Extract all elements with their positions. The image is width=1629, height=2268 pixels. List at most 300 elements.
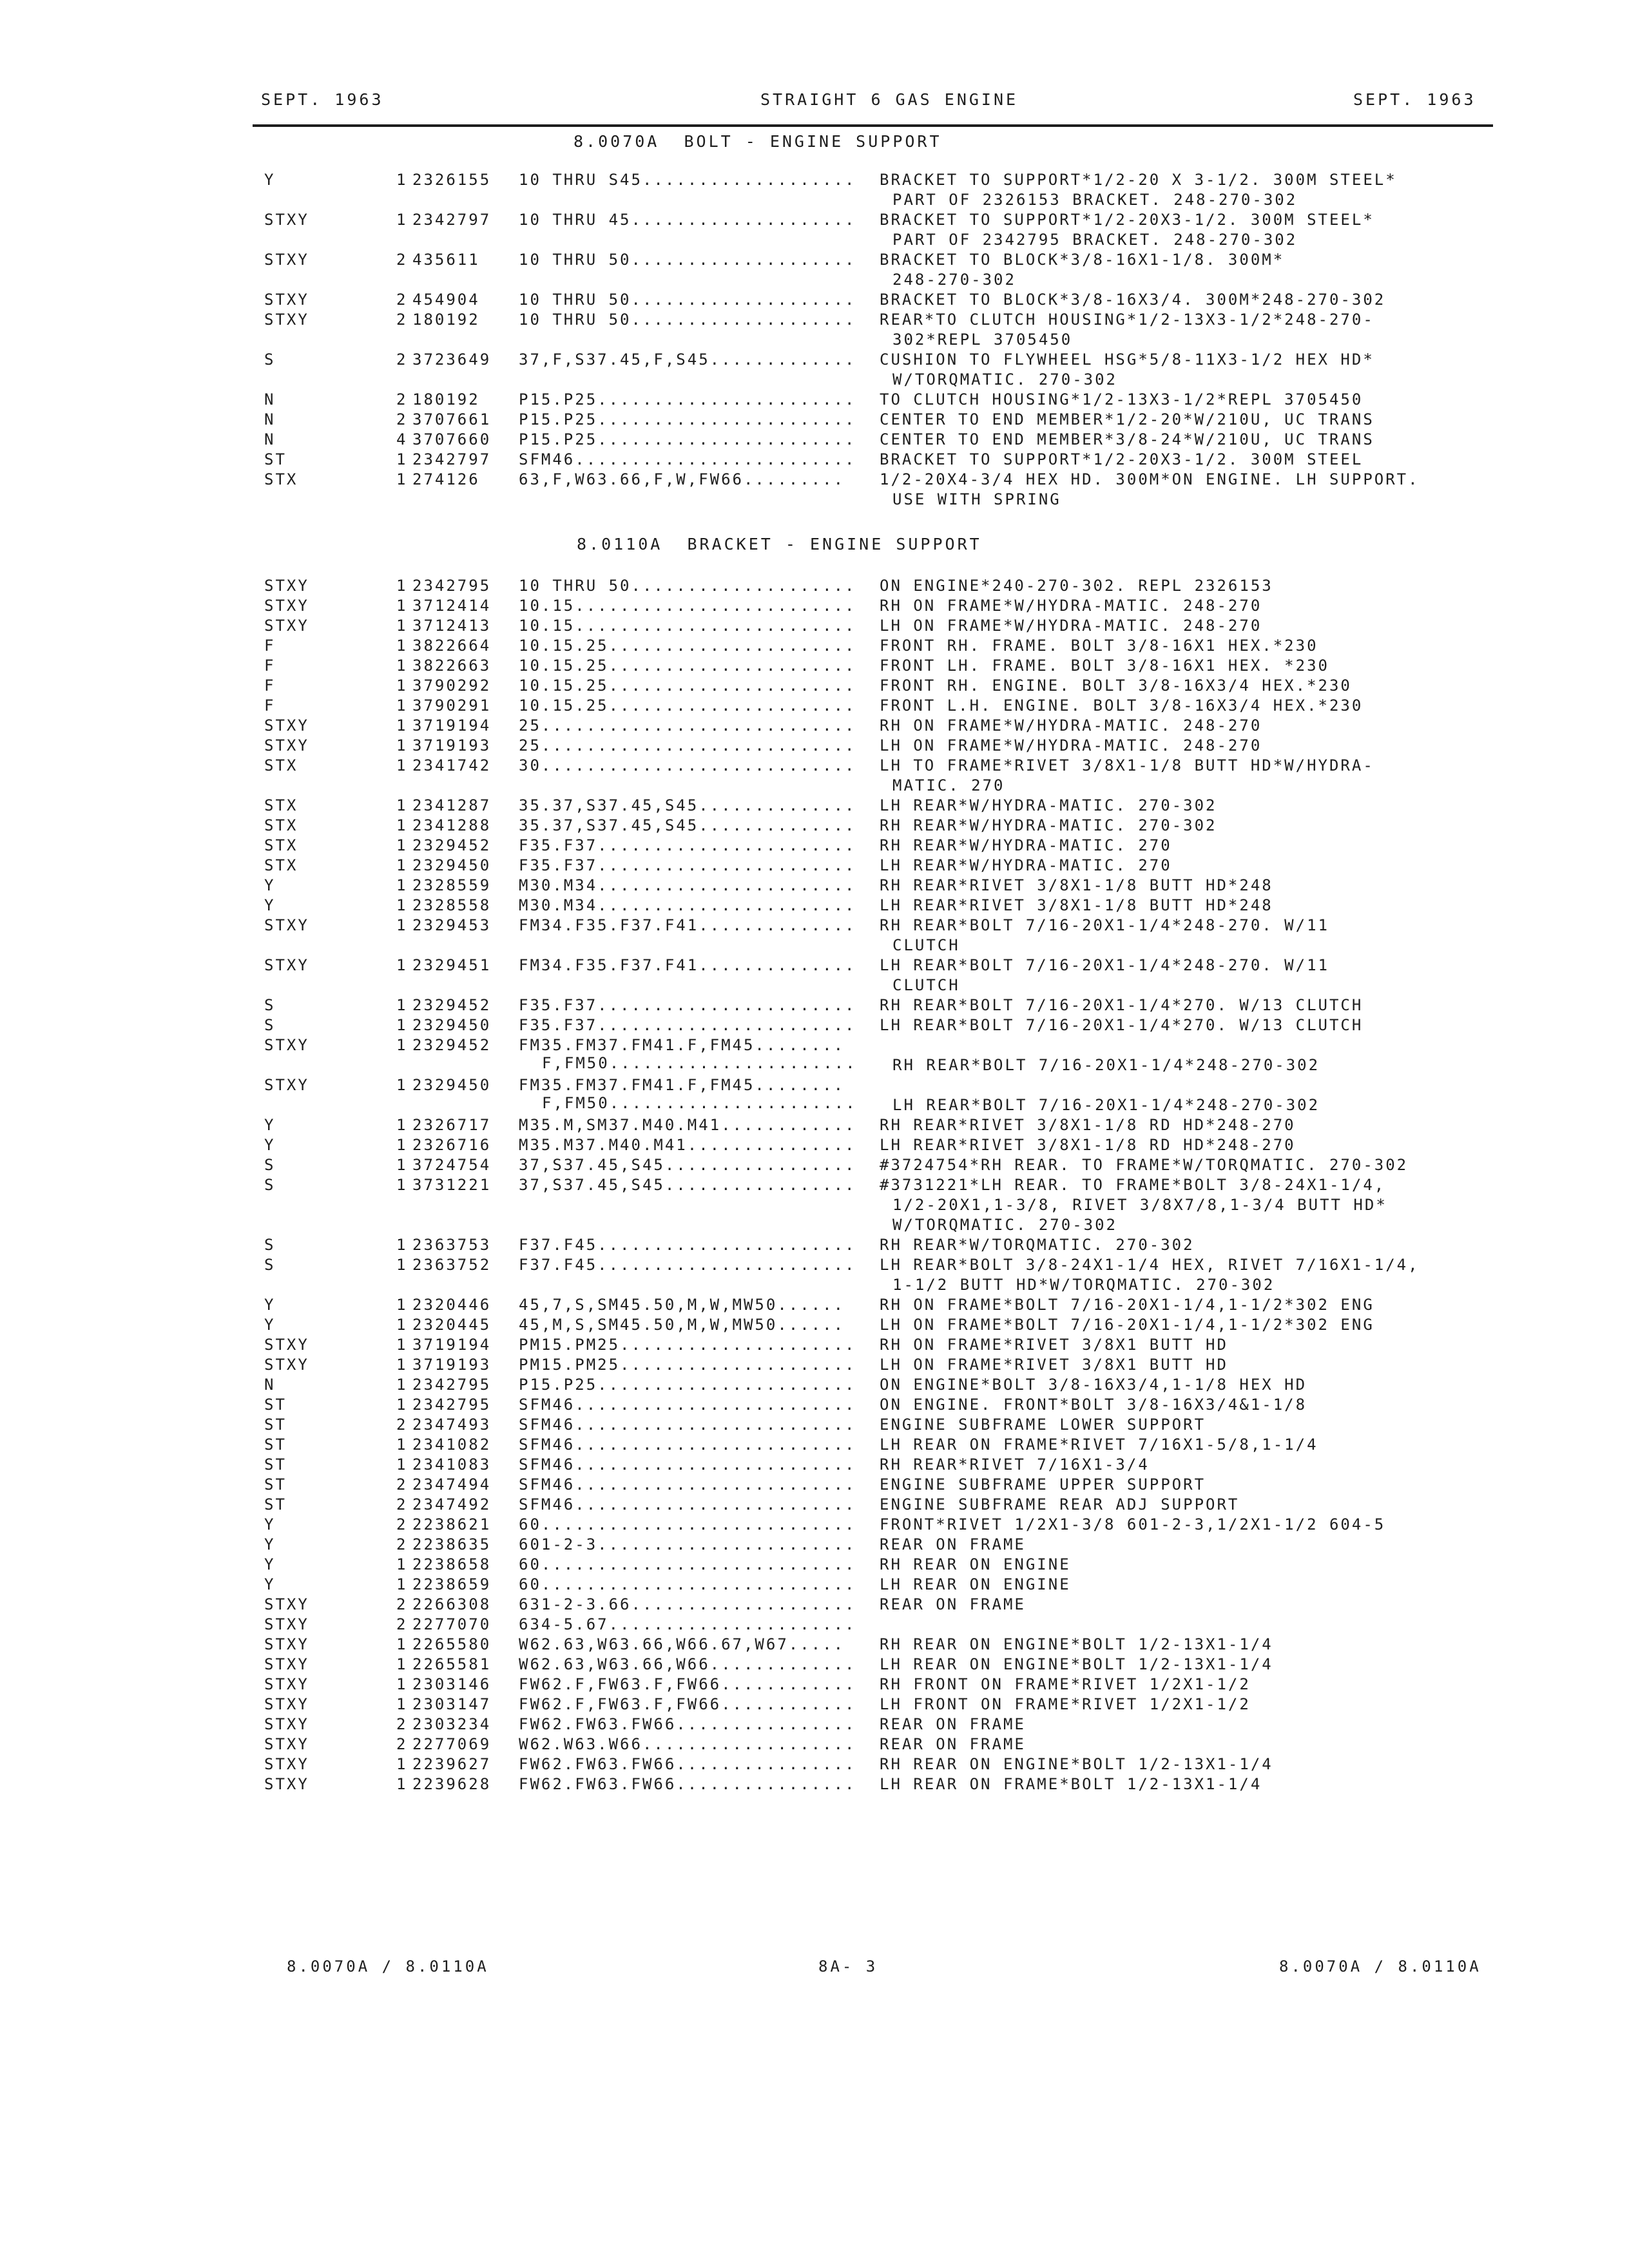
description-cell <box>880 430 1374 450</box>
model-code: S <box>264 351 276 369</box>
description-line: CUSHION TO FLYWHEEL HSG*5/8-11X3-1/2 HEX HD* <box>880 351 1374 369</box>
description-cell <box>880 1535 1026 1555</box>
part-row <box>0 470 1629 510</box>
description-line: ENGINE SUBFRAME LOWER SUPPORT <box>880 1416 1206 1434</box>
model-code: S <box>264 1156 276 1174</box>
description-line: LH REAR*W/HYDRA-MATIC. 270-302 <box>880 796 1217 814</box>
application-cell <box>519 1356 856 1374</box>
part-number: 2329452 <box>412 1036 492 1054</box>
application-cell <box>519 1316 845 1334</box>
description-line: LH FRONT ON FRAME*RIVET 1/2X1-1/2 <box>880 1695 1251 1713</box>
part-row <box>0 1376 1629 1396</box>
part-number: 2265581 <box>412 1655 492 1673</box>
description-cell <box>880 470 1420 510</box>
description-cell <box>880 390 1363 410</box>
description-cell <box>880 1236 1195 1256</box>
part-row <box>0 876 1629 896</box>
model-code: STXY <box>264 597 309 615</box>
model-code: N <box>264 410 276 428</box>
application-cell <box>519 1296 845 1314</box>
part-row <box>0 1535 1629 1555</box>
application-cell <box>519 1595 856 1613</box>
part-row <box>0 1635 1629 1655</box>
description-line: RH REAR ON ENGINE*BOLT 1/2-13X1-1/4 <box>880 1635 1273 1653</box>
model-code: STX <box>264 856 298 874</box>
application-models: 10.15.25...................... <box>519 637 856 655</box>
part-number: 2328559 <box>412 876 492 894</box>
description-cell <box>880 816 1217 836</box>
application-models: 10.15.25...................... <box>519 697 856 715</box>
application-models: 10.15.25...................... <box>519 657 856 675</box>
quantity: 1 <box>396 856 408 874</box>
quantity: 1 <box>396 1755 408 1773</box>
quantity: 2 <box>396 311 408 329</box>
application-models: SFM46......................... <box>519 1456 856 1474</box>
application-models: SFM46......................... <box>519 1436 856 1454</box>
application-models: 60............................ <box>519 1555 856 1573</box>
application-cell <box>519 1535 856 1553</box>
description-line: LH REAR*RIVET 3/8X1-1/8 RD HD*248-270 <box>880 1136 1296 1154</box>
model-code: S <box>264 1256 276 1274</box>
part-row <box>0 1396 1629 1416</box>
part-number: 2320446 <box>412 1296 492 1314</box>
quantity: 1 <box>396 1316 408 1334</box>
part-number: 3707661 <box>412 410 492 428</box>
model-code: STXY <box>264 617 309 635</box>
model-code: ST <box>264 1456 287 1474</box>
part-number: 180192 <box>412 390 480 408</box>
description-line: FRONT*RIVET 1/2X1-3/8 601-2-3,1/2X1-1/2 604-5 <box>880 1515 1386 1533</box>
part-row <box>0 171 1629 211</box>
part-number: 2329451 <box>412 956 492 974</box>
model-code: STXY <box>264 956 309 974</box>
part-number: 2303146 <box>412 1675 492 1693</box>
application-cell <box>519 1456 856 1474</box>
description-line: ON ENGINE*BOLT 3/8-16X3/4,1-1/8 HEX HD <box>880 1376 1307 1394</box>
part-number: 2341287 <box>412 796 492 814</box>
description-cell <box>880 697 1363 716</box>
description-cell <box>880 1316 1374 1336</box>
quantity: 1 <box>396 756 408 774</box>
quantity: 1 <box>396 1376 408 1394</box>
description-line: ENGINE SUBFRAME UPPER SUPPORT <box>880 1475 1206 1494</box>
description-cell <box>880 1296 1374 1316</box>
model-code: ST <box>264 1475 287 1494</box>
part-number: 3822663 <box>412 657 492 675</box>
quantity: 2 <box>396 1735 408 1753</box>
description-cell <box>880 1396 1307 1416</box>
part-number: 2347492 <box>412 1495 492 1514</box>
part-row <box>0 1675 1629 1695</box>
description-line: PART OF 2326153 BRACKET. 248-270-302 <box>892 191 1298 209</box>
part-row <box>0 1475 1629 1495</box>
quantity: 1 <box>396 1675 408 1693</box>
part-row <box>0 1356 1629 1376</box>
application-cell <box>519 1236 856 1254</box>
quantity: 1 <box>396 1236 408 1254</box>
application-cell <box>519 1436 856 1454</box>
part-row <box>0 716 1629 736</box>
description-line: RH FRONT ON FRAME*RIVET 1/2X1-1/2 <box>880 1675 1251 1693</box>
description-line: ON ENGINE. FRONT*BOLT 3/8-16X3/4&1-1/8 <box>880 1396 1307 1414</box>
model-code: STX <box>264 836 298 854</box>
description-cell <box>880 796 1217 816</box>
application-models: 45,M,S,SM45.50,M,W,MW50...... <box>519 1316 845 1334</box>
application-cell <box>519 390 856 408</box>
description-cell <box>880 736 1262 756</box>
part-row <box>0 410 1629 430</box>
application-models: 60............................ <box>519 1515 856 1533</box>
application-models: SFM46......................... <box>519 1416 856 1434</box>
part-row <box>0 351 1629 390</box>
model-code: S <box>264 1236 276 1254</box>
application-models: 10 THRU S45................... <box>519 171 856 189</box>
part-row <box>0 1515 1629 1535</box>
description-line: LH REAR*BOLT 7/16-20X1-1/4*270. W/13 CLUTCH <box>880 1016 1364 1034</box>
model-code: S <box>264 1176 276 1194</box>
description-line: W/TORQMATIC. 270-302 <box>892 1216 1117 1234</box>
part-row <box>0 291 1629 311</box>
description-cell <box>880 856 1172 876</box>
model-code: Y <box>264 1535 276 1553</box>
model-code: Y <box>264 1316 276 1334</box>
part-number: 2238621 <box>412 1515 492 1533</box>
part-number: 2329452 <box>412 836 492 854</box>
description-line: 302*REPL 3705450 <box>892 331 1073 349</box>
quantity: 1 <box>396 716 408 735</box>
part-number: 2342795 <box>412 1396 492 1414</box>
model-code: STXY <box>264 736 309 754</box>
description-cell <box>880 756 1374 796</box>
description-cell <box>880 1356 1228 1376</box>
model-code: F <box>264 657 276 675</box>
part-number: 2329450 <box>412 1016 492 1034</box>
description-cell <box>880 1635 1273 1655</box>
model-code: STXY <box>264 1775 309 1793</box>
model-code: Y <box>264 1296 276 1314</box>
application-cell <box>519 677 856 695</box>
description-line: LH REAR ON ENGINE <box>880 1575 1071 1593</box>
application-cell <box>519 796 856 814</box>
part-number: 2341083 <box>412 1456 492 1474</box>
application-cell <box>519 657 856 675</box>
application-cell <box>519 1256 856 1274</box>
quantity: 1 <box>396 450 408 468</box>
description-cell <box>880 1036 1320 1076</box>
header-rule <box>253 124 1493 127</box>
part-number: 2342795 <box>412 1376 492 1394</box>
application-models: 45,7,S,SM45.50,M,W,MW50...... <box>519 1296 845 1314</box>
part-number: 2266308 <box>412 1595 492 1613</box>
application-models: M35.M37.M40.M41............... <box>519 1136 856 1154</box>
application-cell <box>519 1755 856 1773</box>
application-cell <box>519 1336 856 1354</box>
model-code: S <box>264 996 276 1014</box>
application-models: 10 THRU 45.................... <box>519 211 856 229</box>
model-code: STXY <box>264 291 309 309</box>
description-line: BRACKET TO SUPPORT*1/2-20X3-1/2. 300M STEEL <box>880 450 1364 468</box>
application-models: FW62.F,FW63.F,FW66............ <box>519 1695 856 1713</box>
part-row <box>0 1076 1629 1116</box>
application-models: 35.37,S37.45,S45.............. <box>519 796 856 814</box>
part-row <box>0 1695 1629 1715</box>
description-line: CENTER TO END MEMBER*3/8-24*W/210U, UC TRANS <box>880 430 1374 448</box>
application-models: W62.W63.W66................... <box>519 1735 856 1753</box>
part-row <box>0 390 1629 410</box>
description-line: REAR ON FRAME <box>880 1595 1026 1613</box>
application-models: 37,S37.45,S45................. <box>519 1176 856 1194</box>
part-row <box>0 1615 1629 1635</box>
quantity: 4 <box>396 430 408 448</box>
part-row <box>0 1555 1629 1575</box>
description-line: CLUTCH <box>892 936 960 954</box>
section-rows-bolt <box>0 171 1629 510</box>
quantity: 2 <box>396 291 408 309</box>
description-cell <box>880 1715 1026 1735</box>
part-row <box>0 756 1629 796</box>
application-cell <box>519 956 856 974</box>
description-line: BRACKET TO SUPPORT*1/2-20 X 3-1/2. 300M STEEL* <box>880 171 1397 189</box>
quantity: 1 <box>396 637 408 655</box>
part-row <box>0 956 1629 996</box>
application-models: SFM46......................... <box>519 1495 856 1514</box>
quantity: 1 <box>396 956 408 974</box>
description-line: RH REAR*W/HYDRA-MATIC. 270 <box>880 836 1172 854</box>
application-models: W62.63,W63.66,W66............. <box>519 1655 856 1673</box>
part-row <box>0 816 1629 836</box>
part-number: 2238635 <box>412 1535 492 1553</box>
part-number: 2238658 <box>412 1555 492 1573</box>
description-cell <box>880 1076 1320 1116</box>
description-cell <box>880 1755 1273 1775</box>
part-number: 2303234 <box>412 1715 492 1733</box>
application-cell <box>519 736 856 754</box>
part-row <box>0 1735 1629 1755</box>
application-cell <box>519 291 856 309</box>
part-number: 3723649 <box>412 351 492 369</box>
section-title-bracket: 8.0110A BRACKET - ENGINE SUPPORT <box>577 535 982 553</box>
part-row <box>0 577 1629 597</box>
description-line: LH REAR*BOLT 7/16-20X1-1/4*248-270. W/11 <box>880 956 1329 974</box>
description-line: RH REAR*RIVET 3/8X1-1/8 RD HD*248-270 <box>880 1116 1296 1134</box>
part-number: 2363752 <box>412 1256 492 1274</box>
part-row <box>0 697 1629 716</box>
application-cell <box>519 756 856 774</box>
model-code: STXY <box>264 1615 309 1633</box>
application-cell <box>519 1575 856 1593</box>
part-row <box>0 311 1629 351</box>
part-row <box>0 211 1629 251</box>
description-cell <box>880 1735 1026 1755</box>
model-code: Y <box>264 1136 276 1154</box>
quantity: 2 <box>396 1495 408 1514</box>
model-code: F <box>264 637 276 655</box>
part-number: 3790292 <box>412 677 492 695</box>
model-code: STXY <box>264 916 309 934</box>
description-line: RH REAR*RIVET 7/16X1-3/4 <box>880 1456 1150 1474</box>
description-line: TO CLUTCH HOUSING*1/2-13X3-1/2*REPL 3705450 <box>880 390 1364 408</box>
model-code: F <box>264 677 276 695</box>
description-cell <box>880 1515 1385 1535</box>
model-code: STXY <box>264 1755 309 1773</box>
application-models: P15.P25....................... <box>519 1376 856 1394</box>
part-row <box>0 1016 1629 1036</box>
part-row <box>0 1036 1629 1076</box>
part-row <box>0 677 1629 697</box>
model-code: ST <box>264 1436 287 1454</box>
part-number: 3790291 <box>412 697 492 715</box>
model-code: ST <box>264 1396 287 1414</box>
description-cell <box>880 410 1374 430</box>
part-number: 3731221 <box>412 1176 492 1194</box>
part-number: 2329450 <box>412 1076 492 1094</box>
application-models: FM34.F35.F37.F41.............. <box>519 956 856 974</box>
model-code: ST <box>264 1416 287 1434</box>
quantity: 1 <box>396 876 408 894</box>
part-row <box>0 996 1629 1016</box>
model-code: STX <box>264 816 298 834</box>
description-line: RH ON FRAME*W/HYDRA-MATIC. 248-270 <box>880 597 1262 615</box>
quantity: 1 <box>396 577 408 595</box>
application-models: 37,S37.45,S45................. <box>519 1156 856 1174</box>
part-number: 2265580 <box>412 1635 492 1653</box>
part-row <box>0 796 1629 816</box>
part-row <box>0 1775 1629 1795</box>
application-cell <box>519 597 856 615</box>
part-row <box>0 657 1629 677</box>
description-line: LH REAR ON ENGINE*BOLT 1/2-13X1-1/4 <box>880 1655 1273 1673</box>
application-models: 10 THRU 50.................... <box>519 291 856 309</box>
part-row <box>0 1755 1629 1775</box>
quantity: 1 <box>396 470 408 488</box>
application-cell <box>519 617 856 635</box>
quantity: 1 <box>396 617 408 635</box>
description-cell <box>880 1495 1239 1515</box>
application-models: F35.F37....................... <box>519 1016 856 1034</box>
description-cell <box>880 597 1262 617</box>
application-cell <box>519 1136 856 1154</box>
header-date-right: SEPT. 1963 <box>1353 90 1476 109</box>
part-row <box>0 1236 1629 1256</box>
application-models: M30.M34....................... <box>519 876 856 894</box>
quantity: 2 <box>396 351 408 369</box>
description-line: REAR*TO CLUTCH HOUSING*1/2-13X3-1/2*248-270- <box>880 311 1374 329</box>
quantity: 1 <box>396 1555 408 1573</box>
model-code: STXY <box>264 1595 309 1613</box>
application-models: 10 THRU 50.................... <box>519 311 856 329</box>
part-number: 3719194 <box>412 1336 492 1354</box>
description-line: USE WITH SPRING <box>892 490 1061 508</box>
model-code: Y <box>264 1116 276 1134</box>
description-cell <box>880 1416 1206 1436</box>
application-models: FM35.FM37.FM41.F,FM45........ <box>519 1076 845 1094</box>
application-models: 631-2-3.66.................... <box>519 1595 856 1613</box>
model-code: STXY <box>264 251 309 269</box>
application-models: FM35.FM37.FM41.F,FM45........ <box>519 1036 845 1054</box>
description-line: #3731221*LH REAR. TO FRAME*BOLT 3/8-24X1-1/4, <box>880 1176 1386 1194</box>
quantity: 1 <box>396 796 408 814</box>
part-number: 2239628 <box>412 1775 492 1793</box>
quantity: 1 <box>396 1256 408 1274</box>
description-cell <box>880 916 1329 956</box>
application-cell <box>519 816 856 834</box>
application-cell <box>519 836 856 854</box>
part-number: 2277070 <box>412 1615 492 1633</box>
description-line: REAR ON FRAME <box>880 1735 1026 1753</box>
application-models: 10 THRU 50.................... <box>519 251 856 269</box>
description-cell <box>880 291 1385 311</box>
description-cell <box>880 1475 1206 1495</box>
quantity: 1 <box>396 836 408 854</box>
part-number: 2341082 <box>412 1436 492 1454</box>
description-line: BRACKET TO BLOCK*3/8-16X1-1/8. 300M* <box>880 251 1285 269</box>
quantity: 1 <box>396 1356 408 1374</box>
application-models: SFM46......................... <box>519 1396 856 1414</box>
description-line: LH REAR ON FRAME*RIVET 7/16X1-5/8,1-1/4 <box>880 1436 1318 1454</box>
part-row <box>0 856 1629 876</box>
description-line: LH ON FRAME*RIVET 3/8X1 BUTT HD <box>880 1356 1228 1374</box>
part-number: 435611 <box>412 251 480 269</box>
description-line: 248-270-302 <box>892 271 1016 289</box>
quantity: 1 <box>396 1296 408 1314</box>
part-row <box>0 1136 1629 1156</box>
application-cell <box>519 1495 856 1514</box>
part-row <box>0 450 1629 470</box>
part-number: 2277069 <box>412 1735 492 1753</box>
section-rows-bracket <box>0 577 1629 1795</box>
part-number: 2326155 <box>412 171 492 189</box>
application-cell <box>519 996 856 1014</box>
application-cell <box>519 251 856 269</box>
description-cell <box>880 836 1172 856</box>
description-cell <box>880 1136 1296 1156</box>
application-models: M30.M34....................... <box>519 896 856 914</box>
application-models: 25............................ <box>519 716 856 735</box>
model-code: STXY <box>264 1356 309 1374</box>
footer-left: 8.0070A / 8.0110A <box>287 1957 489 1975</box>
description-cell <box>880 1336 1228 1356</box>
description-line: LH REAR ON FRAME*BOLT 1/2-13X1-1/4 <box>880 1775 1262 1793</box>
model-code: STXY <box>264 1735 309 1753</box>
part-number: 180192 <box>412 311 480 329</box>
application-models: 30............................ <box>519 756 856 774</box>
part-number: 3719193 <box>412 1356 492 1374</box>
description-cell <box>880 450 1363 470</box>
description-cell <box>880 876 1273 896</box>
description-cell <box>880 171 1397 211</box>
application-models: FW62.FW63.FW66................ <box>519 1775 856 1793</box>
description-cell <box>880 1595 1026 1615</box>
description-line: MATIC. 270 <box>892 776 1005 794</box>
application-cell <box>519 1156 856 1174</box>
quantity: 1 <box>396 1116 408 1134</box>
quantity: 2 <box>396 1595 408 1613</box>
application-models: 10.15.25...................... <box>519 677 856 695</box>
application-models: 601-2-3....................... <box>519 1535 856 1553</box>
quantity: 2 <box>396 1416 408 1434</box>
model-code: STXY <box>264 716 309 735</box>
model-code: ST <box>264 450 287 468</box>
application-cell <box>519 876 856 894</box>
part-number: 2329453 <box>412 916 492 934</box>
description-line: RH REAR ON ENGINE*BOLT 1/2-13X1-1/4 <box>880 1755 1273 1773</box>
part-row <box>0 617 1629 637</box>
description-cell <box>880 1176 1387 1236</box>
quantity: 1 <box>396 1575 408 1593</box>
application-models-continued: F,FM50...................... <box>542 1054 857 1072</box>
part-row <box>0 1256 1629 1296</box>
description-cell <box>880 956 1329 996</box>
